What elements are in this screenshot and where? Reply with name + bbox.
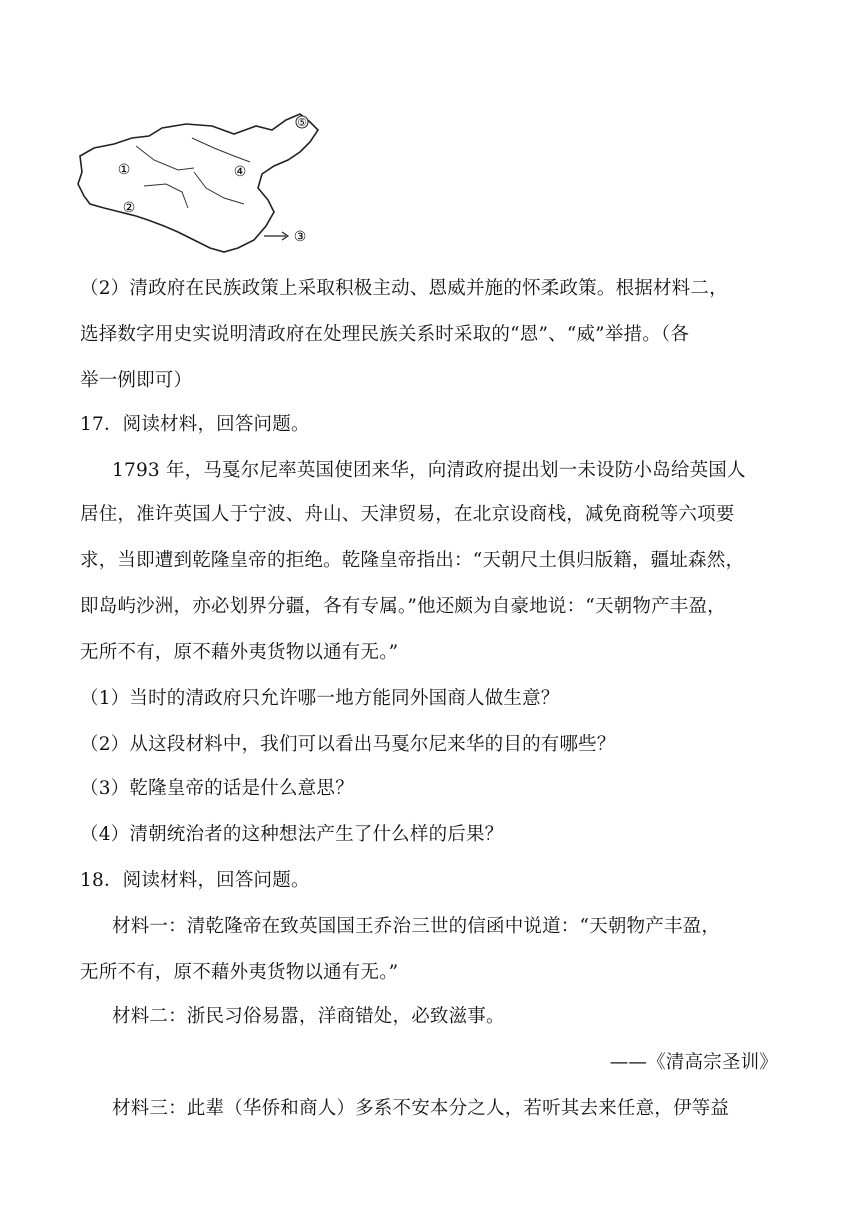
question-16-2: （2）清政府在民族政策上采取积极主动、恩威并施的怀柔政策。根据材料二， [80,278,728,299]
china-outline [78,114,318,252]
material-3: 材料三：此辈（华侨和商人）多系不安本分之人，若听其去来任意，伊等益 [112,1098,730,1119]
marker-3: ③ [293,229,307,245]
question-18-heading: 18．阅读材料，回答问题。 [80,870,310,891]
marker-5: ⑤ [297,116,307,129]
material-paragraph: 求，当即遭到乾隆皇帝的拒绝。乾隆皇帝指出：“天朝尺土俱归版籍，疆址森然， [80,550,745,571]
material-paragraph: 1793 年，马戛尔尼率英国使团来华，向清政府提出划一未设防小岛给英国人 [112,460,746,481]
marker-1: ① [117,162,131,178]
question-17-2: （2）从这段材料中，我们可以看出马戛尔尼来华的目的有哪些？ [80,734,616,755]
marker-2: ② [122,200,136,216]
material-1: 材料一：清乾隆帝在致英国国王乔治三世的信函中说道：“天朝物产丰盈， [112,916,721,937]
question-17-4: （4）清朝统治者的这种想法产生了什么样的后果？ [80,824,504,845]
china-map [74,108,334,258]
material-paragraph: 无所不有，原不藉外夷货物以通有无。” [80,642,399,663]
region-border [144,184,188,208]
material-paragraph: 即岛屿沙洲，亦必划界分疆，各有专属。”他还颇为自豪地说：“天朝物产丰盈， [80,596,726,617]
region-border [136,146,194,170]
question-17-1: （1）当时的清政府只允许哪一地方能同外国商人做生意？ [80,688,560,709]
region-border [192,138,250,162]
question-16-2-cont2: 举一例即可） [80,370,193,391]
material-2-source: ——《清高宗圣训》 [609,1052,778,1073]
question-16-2-cont: 选择数字用史实说明清政府在处理民族关系时采取的“恩”、“威”举措。（各 [80,324,690,345]
marker-4: ④ [233,164,247,180]
material-paragraph: 居住，准许英国人于宁波、舟山、天津贸易，在北京设商栈，减免商税等六项要 [80,504,735,525]
material-1-cont: 无所不有，原不藉外夷货物以通有无。” [80,962,399,983]
question-17-heading: 17．阅读材料，回答问题。 [80,414,310,435]
material-2: 材料二：浙民习俗易嚣，洋商错处，必致滋事。 [112,1006,505,1027]
question-17-3: （3）乾隆皇帝的话是什么意思？ [80,778,354,799]
